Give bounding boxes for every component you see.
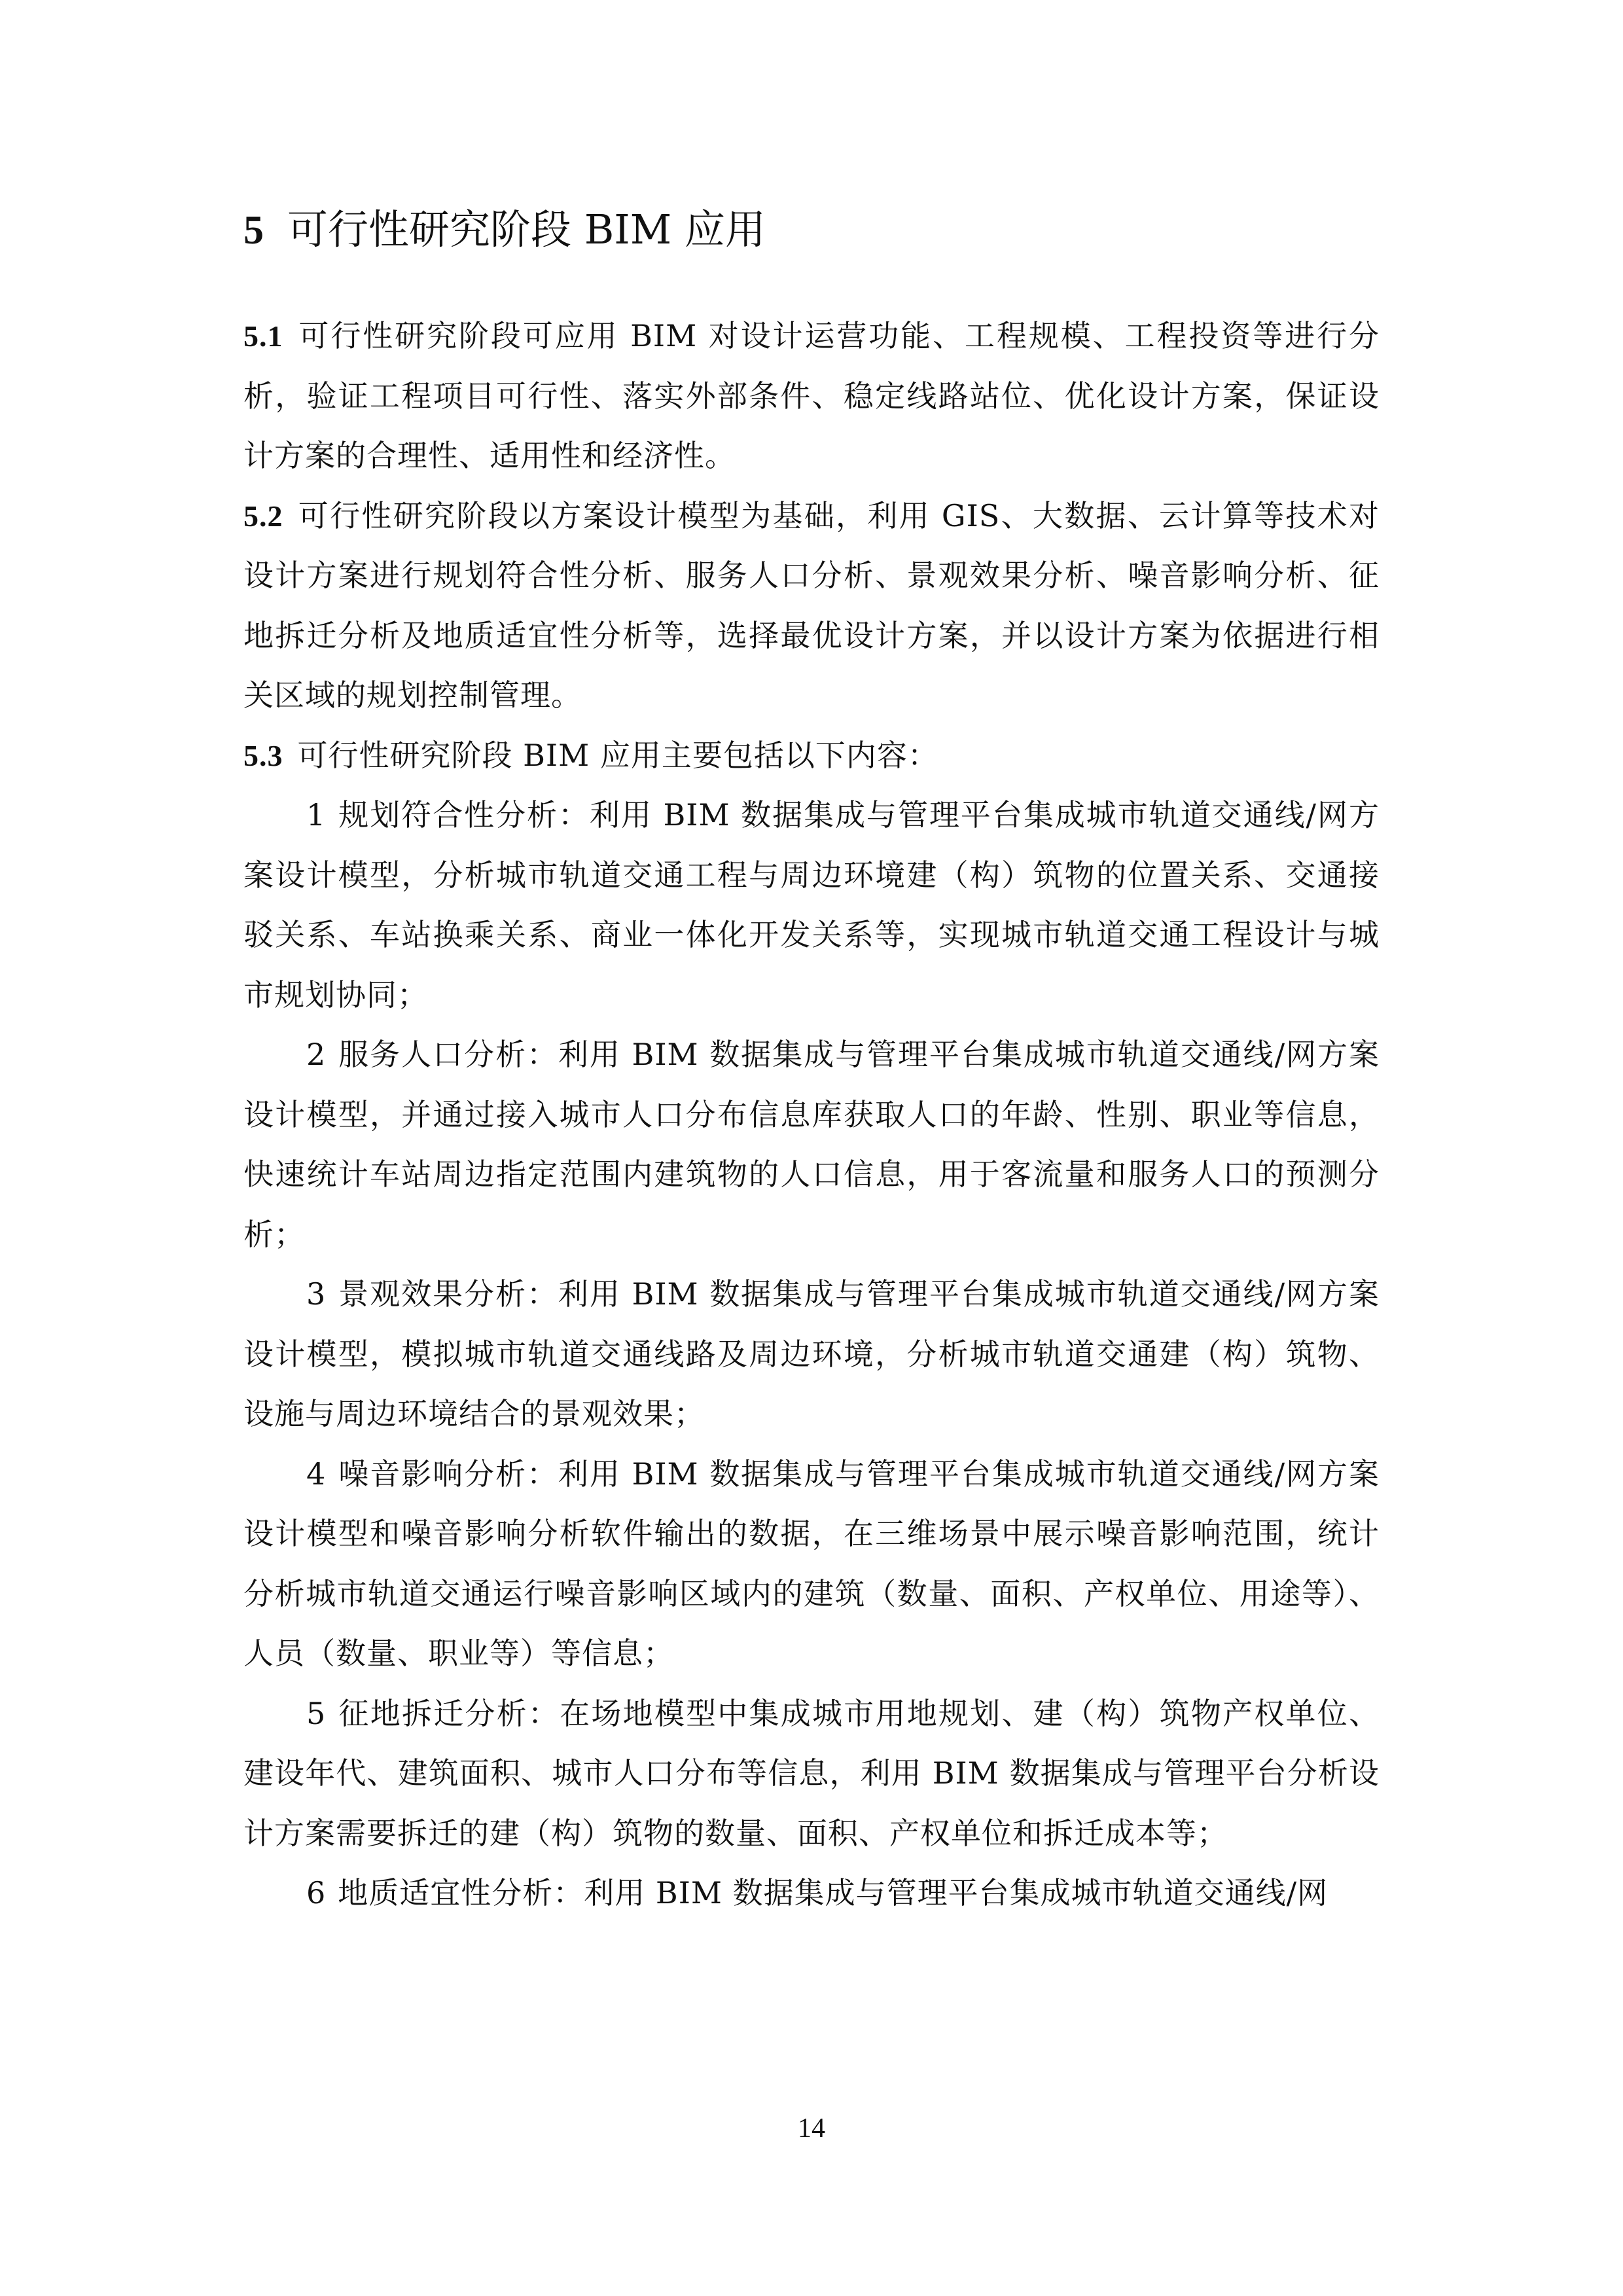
item-number: 5 [306,1695,327,1731]
item-text: 景观效果分析：利用 BIM 数据集成与管理平台集成城市轨道交通线/网方案设计模型，模拟城市轨道交通线路及周边环境，分析城市轨道交通建（构）筑物、设施与周边环境结合的景观效果； [243,1276,1380,1431]
item-text: 地质适宜性分析：利用 BIM 数据集成与管理平台集成城市轨道交通线/网 [338,1875,1329,1910]
item-text: 征地拆迁分析：在场地模型中集成城市用地规划、建（构）筑物产权单位、建设年代、建筑面积、城市人口分布等信息，利用 BIM 数据集成与管理平台分析设计方案需要拆迁的建（构）筑物的数量、面积、产权单位和拆迁成本等； [243,1695,1380,1851]
page-number: 14 [798,2113,825,2144]
section-title: 可行性研究阶段 BIM 应用 [287,206,766,253]
list-item [243,785,1380,1025]
item-number: 3 [306,1276,327,1312]
item-number: 6 [306,1875,327,1910]
section-body [243,306,1380,1924]
section-heading [243,194,1395,266]
clause-number: 5.2 [243,499,283,533]
clause-text: 可行性研究阶段以方案设计模型为基础，利用 GIS、大数据、云计算等技术对设计方案进行规划符合性分析、服务人口分析、景观效果分析、噪音影响分析、征地拆迁分析及地质适宜性分析等，选择最优设计方案，并以设计方案为依据进行相关区域的规划控制管理。 [243,497,1380,713]
list-item [243,1863,1380,1924]
item-number: 2 [306,1037,327,1072]
clause-text: 可行性研究阶段可应用 BIM 对设计运营功能、工程规模、工程投资等进行分析，验证工程项目可行性、落实外部条件、稳定线路站位、优化设计方案，保证设计方案的合理性、适用性和经济性。 [243,318,1380,473]
clause-number: 5.3 [243,738,283,772]
item-number: 1 [306,797,327,833]
clause-5-3 [243,726,1380,786]
item-text: 噪音影响分析：利用 BIM 数据集成与管理平台集成城市轨道交通线/网方案设计模型和噪音影响分析软件输出的数据，在三维场景中展示噪音影响范围，统计分析城市轨道交通运行噪音影响区域内的建筑（数量、面积、产权单位、用途等）、人员（数量、职业等）等信息； [243,1456,1380,1671]
clause-text: 可行性研究阶段 BIM 应用主要包括以下内容： [297,737,938,773]
clause-number: 5.1 [243,319,283,353]
list-item [243,1684,1380,1864]
list-item [243,1025,1380,1265]
clause-5-2 [243,486,1380,726]
item-text: 服务人口分析：利用 BIM 数据集成与管理平台集成城市轨道交通线/网方案设计模型，并通过接入城市人口分布信息库获取人口的年龄、性别、职业等信息，快速统计车站周边指定范围内建筑物的人口信息，用于客流量和服务人口的预测分析； [243,1037,1380,1252]
clause-5-1 [243,306,1380,486]
list-item [243,1444,1380,1684]
list-item [243,1265,1380,1444]
section-number: 5 [243,208,264,253]
item-number: 4 [306,1456,327,1492]
item-text: 规划符合性分析：利用 BIM 数据集成与管理平台集成城市轨道交通线/网方案设计模型，分析城市轨道交通工程与周边环境建（构）筑物的位置关系、交通接驳关系、车站换乘关系、商业一体化开发关系等，实现城市轨道交通工程设计与城市规划协同； [243,797,1380,1013]
